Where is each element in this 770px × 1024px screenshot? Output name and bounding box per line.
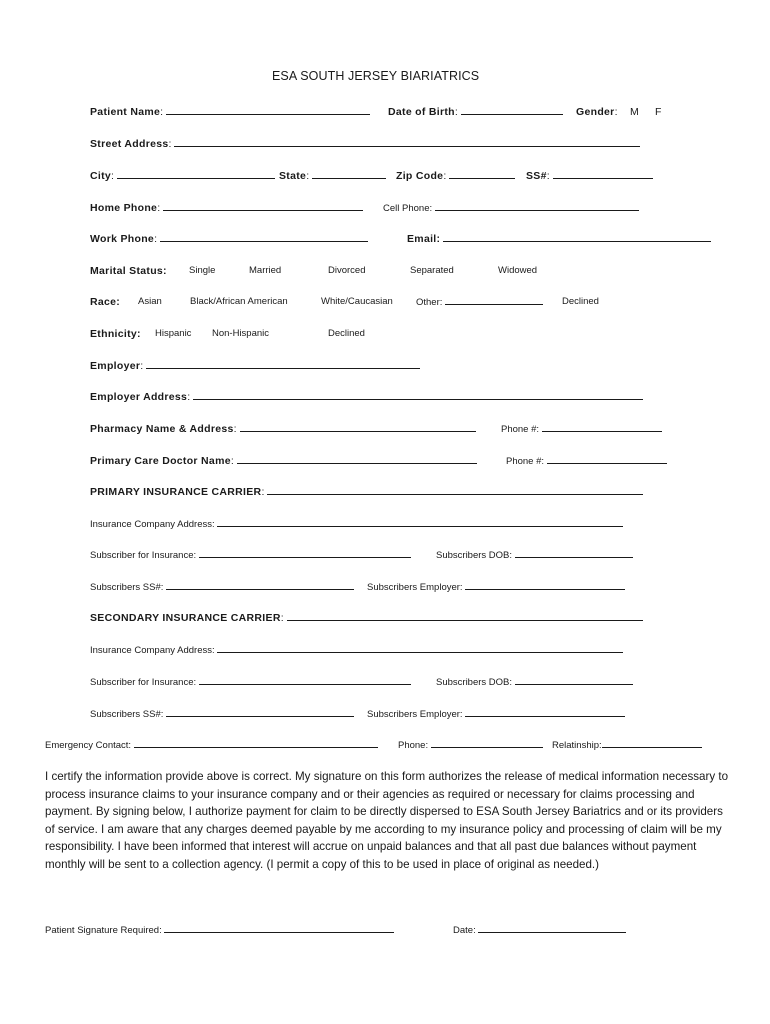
state-field[interactable] [312, 170, 386, 179]
race-option-declined[interactable]: Declined [562, 296, 599, 307]
cell-phone-label: Cell Phone: [383, 203, 433, 214]
primary-ins-address-field[interactable] [217, 518, 623, 527]
employer-field[interactable] [146, 360, 420, 369]
race-label: Race: [90, 296, 121, 308]
colon: : [546, 170, 550, 182]
zip-code-field[interactable] [449, 170, 515, 179]
work-phone-label: Work Phone [90, 233, 155, 245]
ss-field[interactable] [553, 170, 653, 179]
primary-insurance-label: PRIMARY INSURANCE CARRIER [90, 486, 262, 498]
subscriber-dob-label: Subscribers DOB: [436, 550, 513, 561]
certification-statement: I certify the information provide above is correct. My signature on this form authorizes the release of medical information necessary to process insurance claims to your insurance company and or their agencies as required or necessary for claims processing and payment. By signing below, I authorize payment for claim to be directly dispersed to ESA South Jersey Bariatrics and or its providers of service. I am aware that any charges deemed payable by me according to my insurance policy and processing of claim will be my responsibility. I have been informed that interest will accrue on unpaid balances and that all past due balances without payment monthly will be sent to a collection agency. (I permit a copy of this to be used in place of original as needed.) [45, 770, 729, 871]
email-field[interactable] [443, 233, 711, 242]
primary-insurance-field[interactable] [267, 486, 643, 495]
pcp-phone-field[interactable] [547, 455, 667, 464]
pcp-phone-label: Phone #: [506, 456, 545, 467]
pharmacy-label: Pharmacy Name & Address [90, 423, 234, 435]
pharmacy-field[interactable] [240, 423, 476, 432]
employer-address-field[interactable] [193, 391, 643, 400]
patient-signature-field[interactable] [164, 924, 394, 933]
emergency-contact-label: Emergency Contact: [45, 740, 132, 751]
race-option-other[interactable]: Other: [416, 297, 443, 308]
marital-option-separated[interactable]: Separated [410, 265, 454, 276]
marital-option-married[interactable]: Married [249, 265, 282, 276]
form-title: ESA SOUTH JERSEY BIARIATRICS [272, 69, 480, 83]
subscriber-label: Subscriber for Insurance: [90, 550, 197, 561]
secondary-subscriber-dob-field[interactable] [515, 676, 633, 685]
secondary-ins-address-field[interactable] [217, 644, 623, 653]
relationship-field[interactable] [602, 739, 702, 748]
secondary-insurance-label: SECONDARY INSURANCE CARRIER [90, 612, 281, 624]
colon: : [160, 106, 164, 118]
colon: : [614, 106, 618, 118]
date-of-birth-label: Date of Birth [388, 106, 455, 118]
colon: : [454, 106, 458, 118]
home-phone-field[interactable] [163, 202, 363, 211]
marital-option-single[interactable]: Single [189, 265, 216, 276]
subscriber-label: Subscriber for Insurance: [90, 677, 197, 688]
patient-name-label: Patient Name [90, 106, 161, 118]
colon: : [157, 202, 161, 214]
ethnicity-option-hispanic[interactable]: Hispanic [155, 328, 192, 339]
subscriber-ss-label: Subscribers SS#: [90, 709, 164, 720]
race-other-field[interactable] [445, 296, 543, 305]
secondary-subscriber-employer-field[interactable] [465, 708, 625, 717]
ss-label: SS# [526, 170, 547, 182]
emergency-phone-field[interactable] [431, 739, 543, 748]
subscriber-employer-label: Subscribers Employer: [367, 582, 463, 593]
emergency-phone-label: Phone: [398, 740, 429, 751]
date-of-birth-field[interactable] [461, 106, 563, 115]
marital-option-divorced[interactable]: Divorced [328, 265, 366, 276]
date-label: Date: [453, 925, 476, 936]
street-address-field[interactable] [174, 138, 640, 147]
subscriber-dob-label: Subscribers DOB: [436, 677, 513, 688]
city-field[interactable] [117, 170, 275, 179]
pcp-field[interactable] [237, 455, 477, 464]
subscriber-employer-label: Subscribers Employer: [367, 709, 463, 720]
pcp-label: Primary Care Doctor Name [90, 455, 231, 467]
gender-label: Gender [576, 106, 615, 118]
pharmacy-phone-field[interactable] [542, 423, 662, 432]
primary-subscriber-employer-field[interactable] [465, 581, 625, 590]
ins-company-address-label: Insurance Company Address: [90, 645, 215, 656]
race-option-asian[interactable]: Asian [138, 296, 162, 307]
colon: : [261, 486, 265, 498]
colon: : [443, 170, 447, 182]
ethnicity-label: Ethnicity: [90, 328, 141, 340]
secondary-subscriber-ss-field[interactable] [166, 708, 354, 717]
patient-name-field[interactable] [166, 106, 370, 115]
home-phone-label: Home Phone [90, 202, 158, 214]
state-label: State [279, 170, 307, 182]
colon: : [306, 170, 310, 182]
ethnicity-option-non-hispanic[interactable]: Non-Hispanic [212, 328, 270, 339]
employer-address-label: Employer Address [90, 391, 188, 403]
email-label: Email: [407, 233, 441, 245]
colon: : [230, 455, 234, 467]
cell-phone-field[interactable] [435, 202, 639, 211]
colon: : [280, 612, 284, 624]
gender-option-f[interactable]: F [655, 106, 662, 118]
colon: : [140, 360, 144, 372]
gender-option-m[interactable]: M [630, 106, 639, 118]
patient-info-row [0, 106, 770, 120]
ethnicity-option-declined[interactable]: Declined [328, 328, 365, 339]
race-option-black[interactable]: Black/African American [190, 296, 288, 307]
marital-status-label: Marital Status: [90, 265, 167, 277]
ins-company-address-label: Insurance Company Address: [90, 519, 215, 530]
secondary-insurance-field[interactable] [287, 612, 643, 621]
colon: : [187, 391, 191, 403]
employer-label: Employer [90, 360, 141, 372]
race-option-white[interactable]: White/Caucasian [321, 296, 393, 307]
pharmacy-phone-label: Phone #: [501, 424, 540, 435]
patient-signature-label: Patient Signature Required: [45, 925, 162, 936]
zip-code-label: Zip Code [396, 170, 444, 182]
colon: : [111, 170, 114, 182]
relationship-label: Relatinship: [552, 740, 602, 751]
colon: : [233, 423, 237, 435]
date-field[interactable] [478, 924, 626, 933]
colon: : [154, 233, 157, 245]
primary-subscriber-dob-field[interactable] [515, 549, 633, 558]
work-phone-field[interactable] [160, 233, 368, 242]
marital-option-widowed[interactable]: Widowed [498, 265, 538, 276]
primary-subscriber-ss-field[interactable] [166, 581, 354, 590]
emergency-contact-field[interactable] [134, 739, 378, 748]
primary-subscriber-field[interactable] [199, 549, 411, 558]
subscriber-ss-label: Subscribers SS#: [90, 582, 164, 593]
city-label: City [90, 170, 112, 182]
street-address-label: Street Address [90, 138, 169, 150]
secondary-subscriber-field[interactable] [199, 676, 411, 685]
colon: : [168, 138, 172, 150]
